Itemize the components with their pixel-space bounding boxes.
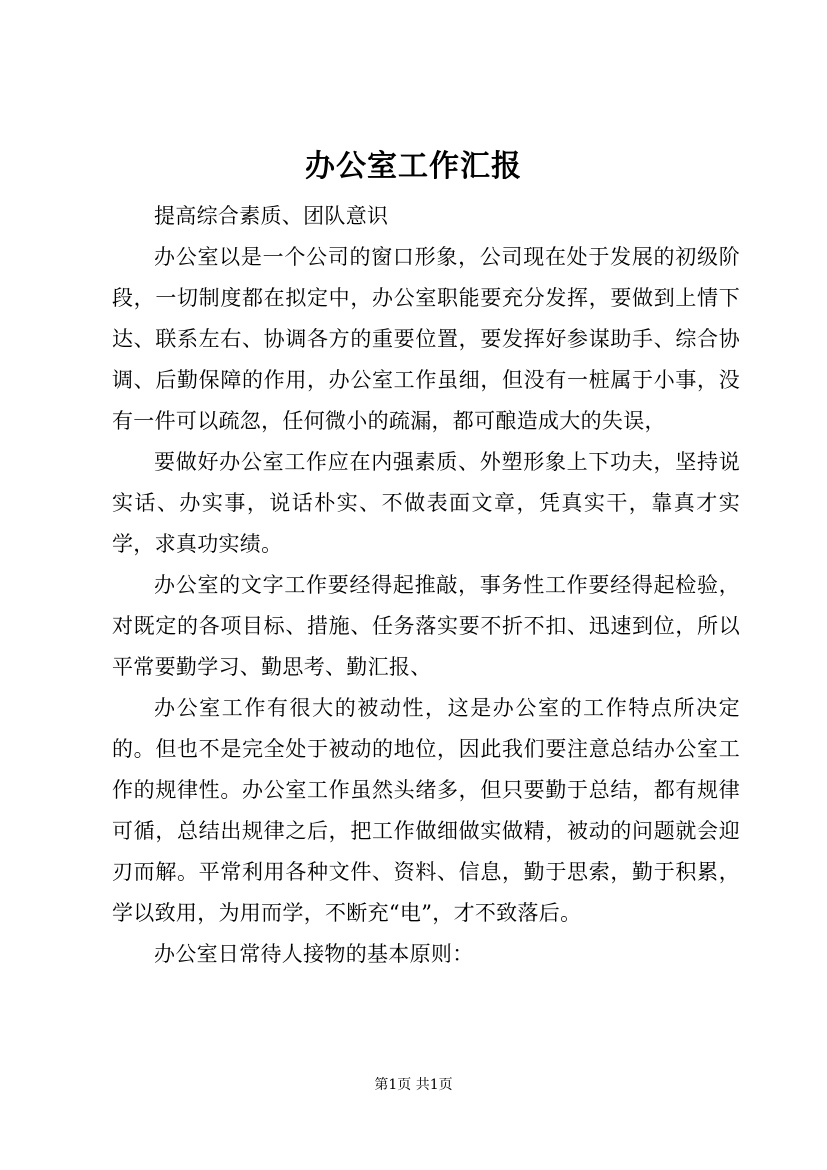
document-title: 办公室工作汇报 xyxy=(305,149,522,184)
page-footer: 第1页 共1页 xyxy=(374,1077,453,1093)
paragraph: 办公室以是一个公司的窗口形象，公司现在处于发展的初级阶段，一切制度都在拟定中，办公室职能要充分发挥，要做到上情下达、联系左右、协调各方的重要位置，要发挥好参谋助手、综合协调、后勤保障的作用，办公室工作虽细，但没有一桩属于小事，没有一件可以疏忽，任何微小的疏漏，都可酿造成大的失误， xyxy=(112,245,740,433)
paragraph: 办公室的文字工作要经得起推敲，事务性工作要经得起检验，对既定的各项目标、措施、任务落实要不折不扣、迅速到位，所以平常要勤学习、勤思考、勤汇报、 xyxy=(112,573,740,679)
paragraph-subtitle: 提高综合素质、团队意识 xyxy=(154,204,389,228)
paragraph: 办公室工作有很大的被动性，这是办公室的工作特点所决定的。但也不是完全处于被动的地位，因此我们要注意总结办公室工作的规律性。办公室工作虽然头绪多，但只要勤于总结，都有规律可循，总结出规律之后，把工作做细做实做精，被动的问题就会迎刃而解。平常利用各种文件、资料、信息，勤于思索，勤于积累，学以致用，为用而学，不断充“电”，才不致落后。 xyxy=(112,696,740,925)
paragraph: 要做好办公室工作应在内强素质、外塑形象上下功夫，坚持说实话、办实事，说话朴实、不做表面文章，凭真实干，靠真才实学，求真功实绩。 xyxy=(112,450,740,556)
document-body xyxy=(112,196,740,975)
paragraph: 办公室日常待人接物的基本原则： xyxy=(154,942,474,966)
